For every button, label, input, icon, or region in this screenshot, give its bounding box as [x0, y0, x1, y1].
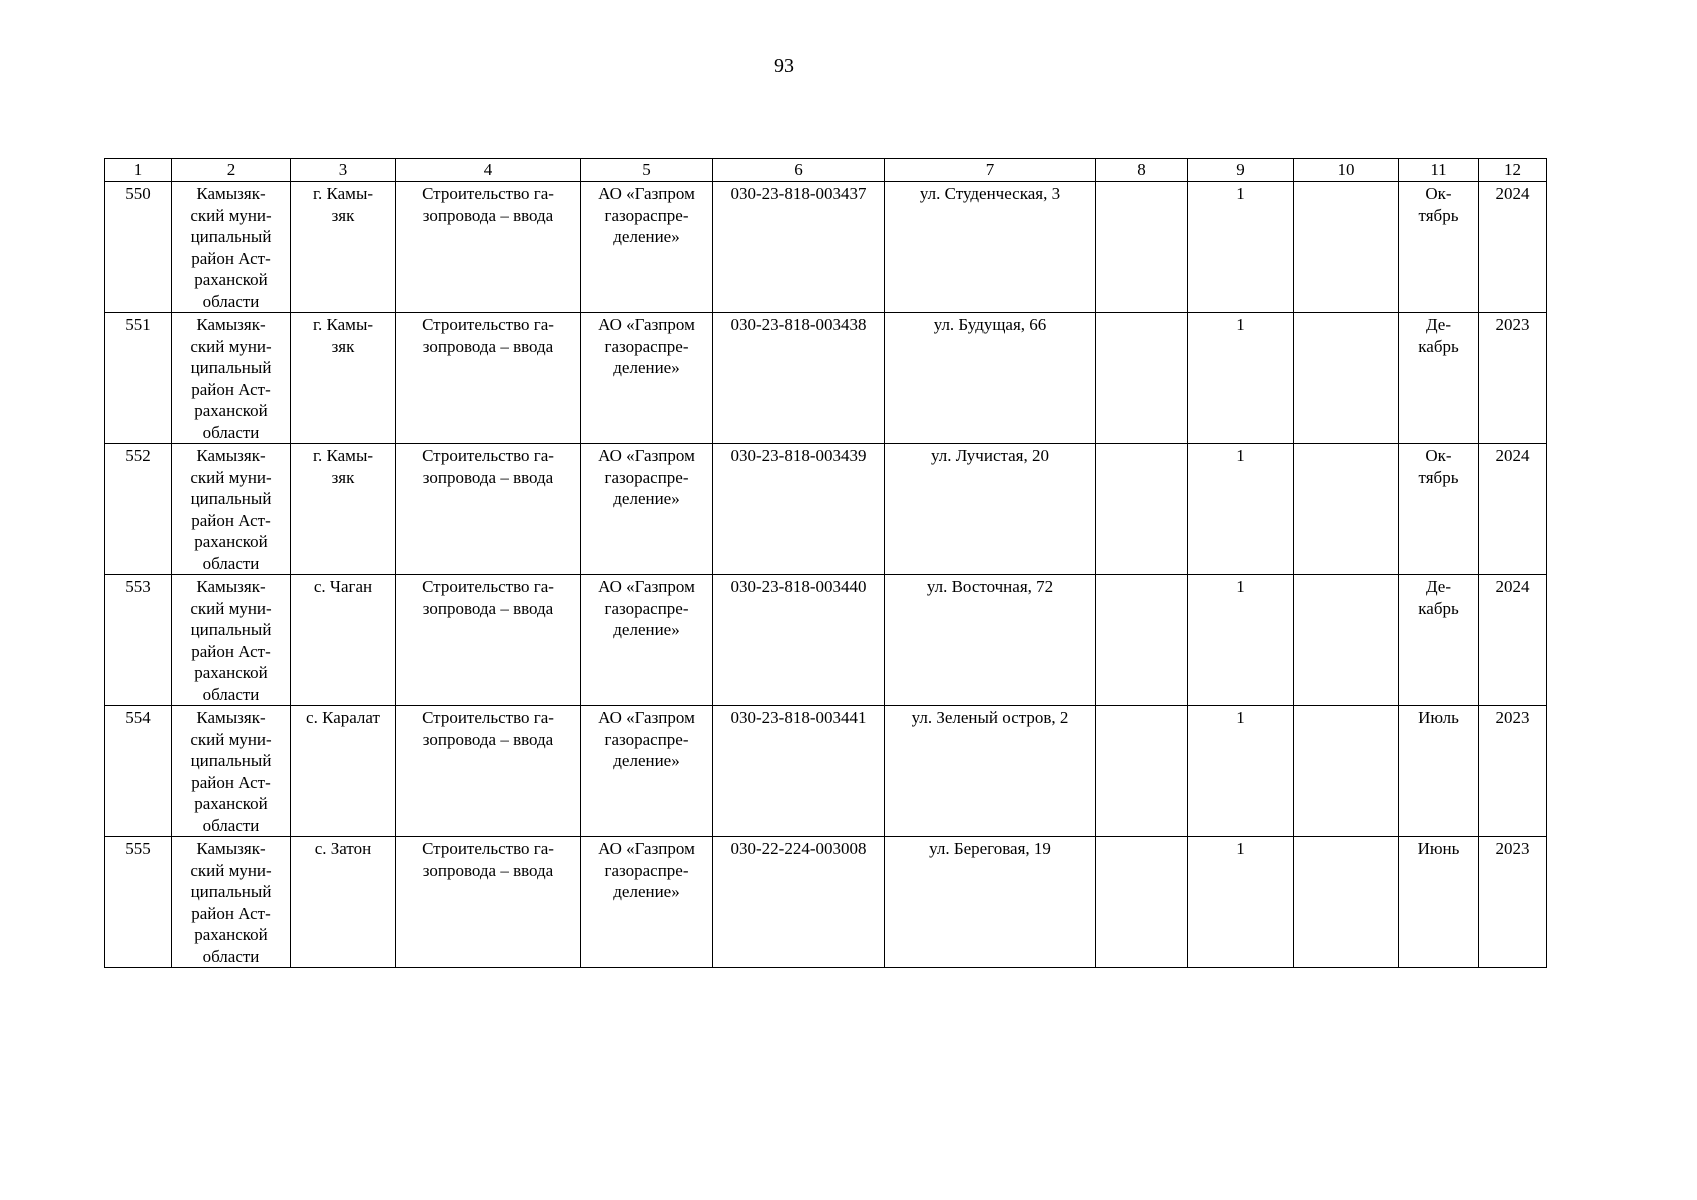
column-header-7: 7	[885, 159, 1096, 182]
municipality-line: ский муни-	[190, 467, 272, 487]
settlement-cell	[291, 837, 396, 968]
month-line: Ок-	[1425, 184, 1452, 203]
municipality-line: ский муни-	[190, 598, 272, 618]
column-8-cell	[1096, 182, 1188, 313]
organization-line: газораспре-	[604, 205, 689, 225]
municipality-line: ский муни-	[190, 729, 272, 749]
work-type-line: зопровода – ввода	[422, 205, 554, 225]
address-cell: ул. Студенческая, 3	[885, 182, 1096, 313]
municipality-cell	[172, 706, 291, 837]
organization-line: газораспре-	[604, 860, 689, 880]
organization-cell	[581, 575, 713, 706]
row-number-cell: 553	[105, 575, 172, 706]
column-10-cell	[1294, 444, 1399, 575]
work-type-line: Строительство га-	[422, 708, 554, 727]
settlement-line: зяк	[331, 205, 355, 225]
settlement-cell	[291, 313, 396, 444]
municipality-line: ципальный	[190, 227, 272, 246]
municipality-line: раханской	[194, 925, 268, 944]
settlement-cell	[291, 706, 396, 837]
address-cell: ул. Будущая, 66	[885, 313, 1096, 444]
row-number-cell: 554	[105, 706, 172, 837]
year-cell: 2023	[1479, 313, 1547, 444]
column-header-6: 6	[713, 159, 885, 182]
column-10-cell	[1294, 837, 1399, 968]
municipality-cell	[172, 444, 291, 575]
quantity-cell: 1	[1188, 837, 1294, 968]
municipality-line: ципальный	[190, 620, 272, 639]
work-type-line: Строительство га-	[422, 839, 554, 858]
row-number-cell: 555	[105, 837, 172, 968]
municipality-line: Камызяк-	[196, 446, 266, 465]
object-code-cell: 030-22-224-003008	[713, 837, 885, 968]
settlement-line: с. Каралат	[306, 708, 380, 727]
month-line: Июнь	[1417, 839, 1460, 858]
municipality-line: области	[202, 291, 260, 311]
column-header-2: 2	[172, 159, 291, 182]
column-header-12: 12	[1479, 159, 1547, 182]
column-8-cell	[1096, 444, 1188, 575]
organization-cell	[581, 182, 713, 313]
municipality-line: район Аст-	[191, 248, 271, 268]
quantity-cell: 1	[1188, 182, 1294, 313]
work-type-line: зопровода – ввода	[422, 729, 554, 749]
column-header-5: 5	[581, 159, 713, 182]
municipality-line: ципальный	[190, 882, 272, 901]
address-cell: ул. Береговая, 19	[885, 837, 1096, 968]
year-cell: 2024	[1479, 575, 1547, 706]
column-8-cell	[1096, 313, 1188, 444]
municipality-line: Камызяк-	[196, 315, 266, 334]
organization-line: АО «Газпром	[598, 839, 695, 858]
month-line: Июль	[1418, 708, 1459, 727]
municipality-line: раханской	[194, 401, 268, 420]
organization-cell	[581, 837, 713, 968]
organization-line: деление»	[613, 620, 680, 639]
municipality-cell	[172, 575, 291, 706]
settlement-cell	[291, 444, 396, 575]
municipality-line: ципальный	[190, 489, 272, 508]
organization-line: АО «Газпром	[598, 446, 695, 465]
month-line: Де-	[1425, 315, 1451, 334]
work-type-line: зопровода – ввода	[422, 860, 554, 880]
month-line: кабрь	[1418, 598, 1459, 618]
work-type-line: Строительство га-	[422, 577, 554, 596]
column-header-11: 11	[1399, 159, 1479, 182]
municipality-line: ципальный	[190, 751, 272, 770]
table-row	[105, 444, 1547, 575]
work-type-line: зопровода – ввода	[422, 467, 554, 487]
municipality-cell	[172, 837, 291, 968]
municipality-line: области	[202, 553, 260, 573]
organization-line: газораспре-	[604, 598, 689, 618]
object-code-cell: 030-23-818-003438	[713, 313, 885, 444]
quantity-cell: 1	[1188, 706, 1294, 837]
organization-line: газораспре-	[604, 467, 689, 487]
table-row	[105, 706, 1547, 837]
work-type-line: зопровода – ввода	[422, 598, 554, 618]
year-cell: 2024	[1479, 444, 1547, 575]
organization-cell	[581, 313, 713, 444]
month-cell	[1399, 706, 1479, 837]
municipality-line: раханской	[194, 532, 268, 551]
work-type-cell	[396, 575, 581, 706]
row-number-cell: 552	[105, 444, 172, 575]
municipality-line: области	[202, 684, 260, 704]
municipality-line: Камызяк-	[196, 839, 266, 858]
municipality-line: раханской	[194, 270, 268, 289]
municipality-line: Камызяк-	[196, 577, 266, 596]
organization-line: газораспре-	[604, 336, 689, 356]
header-row	[105, 159, 1547, 182]
municipality-line: области	[202, 422, 260, 442]
address-cell: ул. Лучистая, 20	[885, 444, 1096, 575]
object-code-cell: 030-23-818-003440	[713, 575, 885, 706]
municipality-line: район Аст-	[191, 510, 271, 530]
month-cell	[1399, 444, 1479, 575]
organization-line: деление»	[613, 751, 680, 770]
quantity-cell: 1	[1188, 444, 1294, 575]
municipality-cell	[172, 313, 291, 444]
municipality-line: раханской	[194, 663, 268, 682]
table-row	[105, 575, 1547, 706]
settlement-cell	[291, 575, 396, 706]
month-line: Де-	[1425, 577, 1451, 596]
object-code-cell: 030-23-818-003437	[713, 182, 885, 313]
work-type-line: зопровода – ввода	[422, 336, 554, 356]
year-cell: 2024	[1479, 182, 1547, 313]
municipality-line: ский муни-	[190, 205, 272, 225]
work-type-cell	[396, 706, 581, 837]
organization-line: АО «Газпром	[598, 708, 695, 727]
month-line: тябрь	[1418, 205, 1459, 225]
work-type-cell	[396, 313, 581, 444]
month-cell	[1399, 575, 1479, 706]
organization-line: деление»	[613, 227, 680, 246]
column-header-8: 8	[1096, 159, 1188, 182]
organization-line: деление»	[613, 358, 680, 377]
column-10-cell	[1294, 313, 1399, 444]
object-code-cell: 030-23-818-003439	[713, 444, 885, 575]
work-type-cell	[396, 182, 581, 313]
row-number-cell: 551	[105, 313, 172, 444]
organization-line: АО «Газпром	[598, 315, 695, 334]
settlement-cell	[291, 182, 396, 313]
month-line: Ок-	[1425, 446, 1452, 465]
column-10-cell	[1294, 706, 1399, 837]
municipality-line: район Аст-	[191, 641, 271, 661]
column-8-cell	[1096, 837, 1188, 968]
column-header-4: 4	[396, 159, 581, 182]
organization-line: газораспре-	[604, 729, 689, 749]
row-number-cell: 550	[105, 182, 172, 313]
municipality-line: район Аст-	[191, 379, 271, 399]
month-cell	[1399, 837, 1479, 968]
settlement-line: зяк	[331, 336, 355, 356]
data-table	[104, 158, 1547, 968]
organization-line: деление»	[613, 489, 680, 508]
quantity-cell: 1	[1188, 313, 1294, 444]
column-8-cell	[1096, 575, 1188, 706]
work-type-line: Строительство га-	[422, 315, 554, 334]
municipality-line: Камызяк-	[196, 184, 266, 203]
organization-line: АО «Газпром	[598, 184, 695, 203]
work-type-line: Строительство га-	[422, 184, 554, 203]
municipality-cell	[172, 182, 291, 313]
column-10-cell	[1294, 575, 1399, 706]
month-cell	[1399, 182, 1479, 313]
municipality-line: ский муни-	[190, 860, 272, 880]
column-8-cell	[1096, 706, 1188, 837]
municipality-line: раханской	[194, 794, 268, 813]
organization-line: деление»	[613, 882, 680, 901]
municipality-line: ский муни-	[190, 336, 272, 356]
municipality-line: Камызяк-	[196, 708, 266, 727]
organization-cell	[581, 706, 713, 837]
settlement-line: г. Камы-	[312, 184, 374, 203]
settlement-line: г. Камы-	[312, 446, 374, 465]
column-header-9: 9	[1188, 159, 1294, 182]
column-header-3: 3	[291, 159, 396, 182]
month-cell	[1399, 313, 1479, 444]
organization-line: АО «Газпром	[598, 577, 695, 596]
month-line: кабрь	[1418, 336, 1459, 356]
municipality-line: район Аст-	[191, 903, 271, 923]
organization-cell	[581, 444, 713, 575]
municipality-line: район Аст-	[191, 772, 271, 792]
work-type-line: Строительство га-	[422, 446, 554, 465]
address-cell: ул. Восточная, 72	[885, 575, 1096, 706]
year-cell: 2023	[1479, 837, 1547, 968]
month-line: тябрь	[1418, 467, 1459, 487]
column-10-cell	[1294, 182, 1399, 313]
municipality-line: ципальный	[190, 358, 272, 377]
settlement-line: зяк	[331, 467, 355, 487]
work-type-cell	[396, 444, 581, 575]
municipality-line: области	[202, 946, 260, 966]
work-type-cell	[396, 837, 581, 968]
object-code-cell: 030-23-818-003441	[713, 706, 885, 837]
page-number: 93	[774, 55, 794, 77]
table-row	[105, 837, 1547, 968]
settlement-line: с. Чаган	[313, 577, 373, 596]
table-row	[105, 313, 1547, 444]
table-body	[105, 182, 1547, 968]
column-header-10: 10	[1294, 159, 1399, 182]
column-header-1: 1	[105, 159, 172, 182]
address-cell: ул. Зеленый остров, 2	[885, 706, 1096, 837]
year-cell: 2023	[1479, 706, 1547, 837]
quantity-cell: 1	[1188, 575, 1294, 706]
table-row	[105, 182, 1547, 313]
municipality-line: области	[202, 815, 260, 835]
settlement-line: с. Затон	[314, 839, 372, 858]
settlement-line: г. Камы-	[312, 315, 374, 334]
